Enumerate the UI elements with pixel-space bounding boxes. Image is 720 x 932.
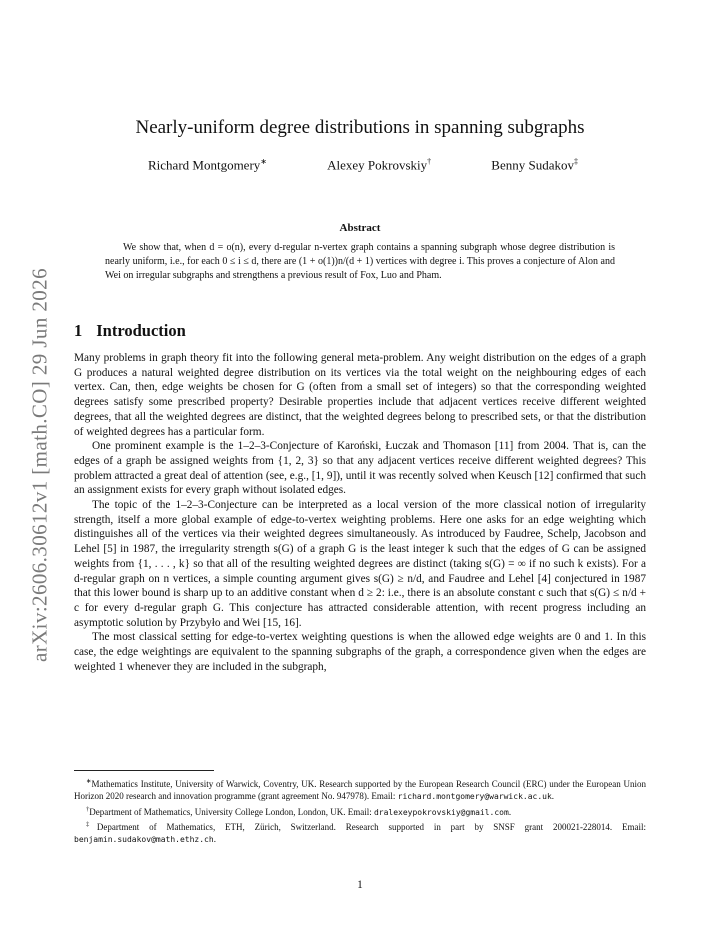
section-number: 1 bbox=[74, 321, 83, 340]
paragraph: Many problems in graph theory fit into the following general meta-problem. Any weight distribution on the edges of a graph G produces a natural weighted degree distribution on its vertices via the total weight on the neighbouring edges of each vertex. Can, then, edge weights be chosen for G (often from a small set of integers) so that the corresponding weighted degrees satisfy some prescribed property? Desirable properties include that adjacent vertices receive different weighted degrees, that all the weighted degrees are distinct, that the weighted degrees belong to prescribed sets, or that the distribution of weighted degrees has a particular form. bbox=[74, 352, 646, 438]
footnote-rule bbox=[74, 770, 214, 771]
paragraph: The most classical setting for edge-to-vertex weighting questions is when the allowed edge weights are 0 and 1. In this case, the edge weightings are equivalent to the spanning subgraphs of the graph, a correspondence given when the edges are weighted 1 whenever they are included in the subgraph, bbox=[74, 631, 646, 673]
page-number: 1 bbox=[357, 879, 363, 891]
email-link[interactable]: richard.montgomery@warwick.ac.uk bbox=[397, 792, 552, 802]
paper-title: Nearly-uniform degree distributions in spanning subgraphs bbox=[135, 117, 585, 138]
abstract-heading: Abstract bbox=[339, 222, 381, 234]
footnotes bbox=[74, 776, 646, 846]
author: Richard Montgomery∗ bbox=[148, 157, 267, 173]
author-list bbox=[148, 157, 578, 173]
paragraph: One prominent example is the 1–2–3-Conjecture of Karoński, Łuczak and Thomason [11] from 2004. That is, can the edges of a graph be assigned weights from {1, 2, 3} so that any adjacent vertices receive different weighted degrees? This problem attracted a great deal of attention (see, e.g., [1, 9]), until it was recently solved when Keusch [12] confirmed that such an assignment exists for every graph without isolated edges. bbox=[74, 440, 646, 497]
footnote: †Department of Mathematics, University College London, London, UK. Email: dralexeypokrovskiy@gmail.com. bbox=[86, 805, 512, 817]
author: Alexey Pokrovskiy† bbox=[327, 157, 432, 173]
body-text bbox=[74, 351, 646, 674]
arxiv-stamp: arXiv:2606.30612v1 [math.CO] 29 Jun 2026 bbox=[27, 268, 52, 662]
footnote: ∗Mathematics Institute, University of Warwick, Coventry, UK. Research supported by the European Research Council (ERC) under the European Union Horizon 2020 research and innovation programme (grant agreement No. 947978). Email: richard.montgomery@warwick.ac.uk. bbox=[74, 778, 646, 802]
email-link[interactable]: dralexeypokrovskiy@gmail.com bbox=[373, 807, 509, 817]
section-title: Introduction bbox=[96, 321, 186, 340]
abstract-text: We show that, when d = o(n), every d-regular n-vertex graph contains a spanning subgraph whose degree distribution is nearly uniform, i.e., for each 0 ≤ i ≤ d, there are (1 + o(1))n/(d + 1) vertices with degree i. This proves a conjecture of Alon and Wei on irregular subgraphs and strengthens a previous result of Fox, Luo and Pham. bbox=[105, 242, 615, 281]
footnote: ‡Department of Mathematics, ETH, Zürich, Switzerland. Research supported in part by SNSF grant 200021-228014. Email: benjamin.sudakov@math.ethz.ch. bbox=[74, 820, 647, 845]
paragraph: The topic of the 1–2–3-Conjecture can be interpreted as a local version of the more classical notion of irregularity strength, itself a more global example of edge-to-vertex weighting problems. Here one asks for an edge weighting which distinguishes all of the vertices via their weighted degrees simultaneously. As introduced by Faudree, Schelp, Jacobson and Lehel [5] in 1987, the irregularity strength s(G) of a graph G is the least integer k such that the edges of G can be assigned weights from {1, . . . , k} so that all of the resulting weighted degrees are distinct (taking s(G) = ∞ if no such k exists). For a d-regular graph on n vertices, a simple counting argument gives s(G) ≥ n/d, and Faudree and Lehel [4] conjectured in 1987 that this lower bound is sharp up to an additive constant when d ≥ 2: i.e., there is an absolute constant c such that s(G) ≤ n/d + c for every d-regular graph G. This conjecture has attracted considerable attention, with recent progress including an asymptotic solution by Przybyło and Wei [15, 16]. bbox=[74, 499, 646, 629]
author: Benny Sudakov‡ bbox=[491, 157, 578, 173]
email-link[interactable]: benjamin.sudakov@math.ethz.ch bbox=[74, 835, 214, 845]
section-heading bbox=[74, 321, 186, 341]
